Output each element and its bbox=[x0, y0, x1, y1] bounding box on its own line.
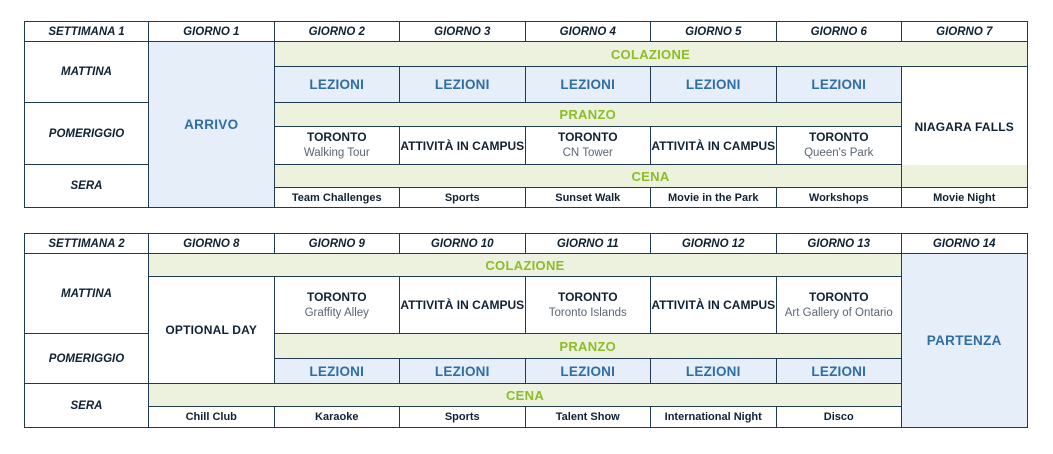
week-label: SETTIMANA 1 bbox=[25, 22, 149, 42]
day-header: GIORNO 14 bbox=[902, 234, 1028, 254]
day-header: GIORNO 1 bbox=[149, 22, 275, 42]
activity-title: ATTIVITÀ IN CAMPUS bbox=[651, 298, 776, 312]
evening-activity: International Night bbox=[651, 407, 777, 428]
day-header: GIORNO 10 bbox=[400, 234, 526, 254]
activity-subtitle: Walking Tour bbox=[303, 147, 370, 159]
week1-schedule-table bbox=[24, 21, 1028, 208]
day-header: GIORNO 9 bbox=[274, 234, 400, 254]
niagara-falls-cell: NIAGARA FALLS bbox=[902, 67, 1028, 188]
evening-activity: Workshops bbox=[776, 188, 902, 208]
evening-activity: Disco bbox=[776, 407, 902, 428]
day-header: GIORNO 11 bbox=[525, 234, 651, 254]
activity-cell bbox=[525, 277, 651, 334]
row-label-evening: SERA bbox=[25, 165, 149, 208]
day-header: GIORNO 5 bbox=[651, 22, 777, 42]
day-header: GIORNO 3 bbox=[400, 22, 526, 42]
activity-title: TORONTO bbox=[808, 290, 869, 304]
lesson-cell: LEZIONI bbox=[525, 67, 651, 103]
departure-cell: PARTENZA bbox=[902, 254, 1028, 428]
evening-activity: Team Challenges bbox=[274, 188, 400, 208]
lesson-cell: LEZIONI bbox=[776, 67, 902, 103]
evening-activity: Movie Night bbox=[902, 188, 1028, 208]
row-label-morning: MATTINA bbox=[25, 254, 149, 334]
row-label-morning: MATTINA bbox=[25, 42, 149, 103]
evening-activity: Movie in the Park bbox=[651, 188, 777, 208]
day-header: GIORNO 13 bbox=[776, 234, 902, 254]
day-header: GIORNO 2 bbox=[274, 22, 400, 42]
week2-schedule-table bbox=[24, 233, 1028, 428]
activity-cell bbox=[274, 127, 400, 165]
lesson-cell: LEZIONI bbox=[651, 359, 777, 384]
activity-cell bbox=[525, 127, 651, 165]
breakfast-bar: COLAZIONE bbox=[274, 42, 1027, 67]
activity-title: TORONTO bbox=[557, 130, 618, 144]
arrival-cell: ARRIVO bbox=[149, 42, 275, 208]
activity-cell bbox=[776, 277, 902, 334]
lunch-bar: PRANZO bbox=[274, 103, 902, 127]
activity-subtitle: Toronto Islands bbox=[548, 306, 627, 319]
activity-cell bbox=[274, 277, 400, 334]
activity-cell bbox=[400, 127, 526, 165]
activity-subtitle: Art Gallery of Ontario bbox=[784, 307, 893, 319]
day-header: GIORNO 7 bbox=[902, 22, 1028, 42]
activity-cell bbox=[776, 127, 902, 165]
activity-subtitle: Graffity Alley bbox=[304, 306, 369, 319]
row-label-evening: SERA bbox=[25, 384, 149, 428]
lesson-cell: LEZIONI bbox=[274, 67, 400, 103]
evening-activity: Sunset Walk bbox=[525, 188, 651, 208]
evening-activity: Chill Club bbox=[149, 407, 275, 428]
row-label-afternoon: POMERIGGIO bbox=[25, 334, 149, 384]
activity-cell bbox=[400, 277, 526, 334]
activity-title: ATTIVITÀ IN CAMPUS bbox=[651, 138, 776, 153]
dinner-bar: CENA bbox=[274, 165, 1027, 188]
breakfast-bar: COLAZIONE bbox=[149, 254, 902, 277]
activity-title: TORONTO bbox=[557, 289, 618, 304]
lesson-cell: LEZIONI bbox=[274, 359, 400, 384]
evening-activity: Talent Show bbox=[525, 407, 651, 428]
lunch-bar: PRANZO bbox=[274, 334, 902, 359]
evening-activity: Karaoke bbox=[274, 407, 400, 428]
lesson-cell: LEZIONI bbox=[525, 359, 651, 384]
lesson-cell: LEZIONI bbox=[776, 359, 902, 384]
activity-title: ATTIVITÀ IN CAMPUS bbox=[400, 298, 525, 312]
dinner-bar: CENA bbox=[149, 384, 902, 407]
activity-cell bbox=[651, 127, 777, 165]
evening-activity: Sports bbox=[400, 188, 526, 208]
week-label: SETTIMANA 2 bbox=[25, 234, 149, 254]
activity-subtitle: Queen's Park bbox=[804, 147, 874, 159]
day-header: GIORNO 6 bbox=[776, 22, 902, 42]
activity-title: TORONTO bbox=[306, 289, 367, 304]
evening-activity: Sports bbox=[400, 407, 526, 428]
day-header: GIORNO 4 bbox=[525, 22, 651, 42]
activity-subtitle: CN Tower bbox=[562, 147, 613, 159]
day-header: GIORNO 12 bbox=[651, 234, 777, 254]
lesson-cell: LEZIONI bbox=[651, 67, 777, 103]
day-header: GIORNO 8 bbox=[149, 234, 275, 254]
activity-title: TORONTO bbox=[306, 130, 367, 144]
activity-cell bbox=[651, 277, 777, 334]
optional-day-cell: OPTIONAL DAY bbox=[149, 277, 275, 384]
lesson-cell: LEZIONI bbox=[400, 359, 526, 384]
lesson-cell: LEZIONI bbox=[400, 67, 526, 103]
activity-title: TORONTO bbox=[808, 130, 869, 144]
row-label-afternoon: POMERIGGIO bbox=[25, 103, 149, 165]
activity-title: ATTIVITÀ IN CAMPUS bbox=[400, 138, 525, 153]
